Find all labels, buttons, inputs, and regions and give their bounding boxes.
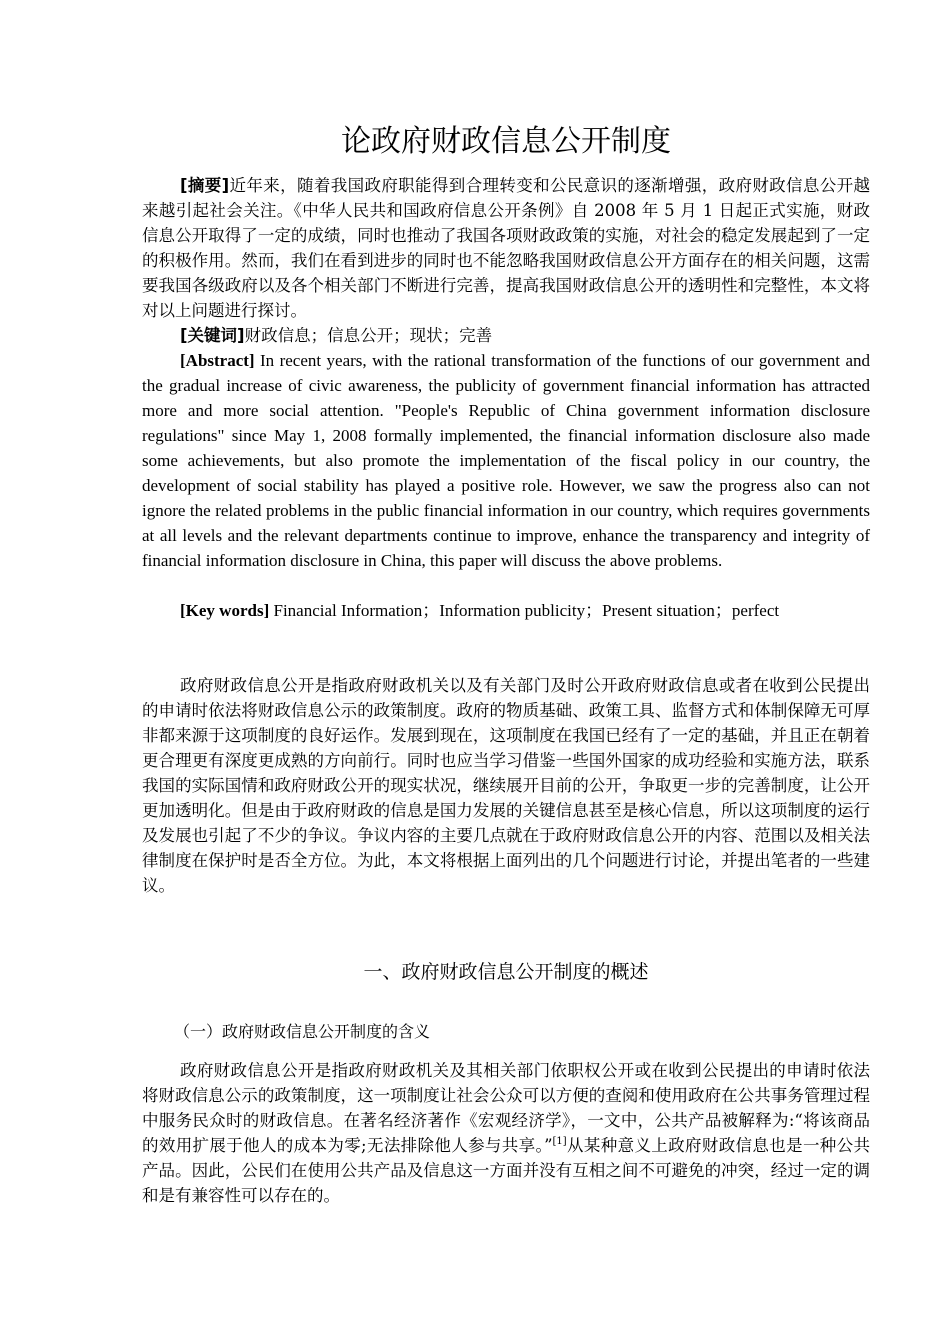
- paper-title: 论政府财政信息公开制度: [341, 124, 671, 159]
- keywords-cn: [142, 323, 870, 348]
- abstract-cn-text: 近年来，随着我国政府职能得到合理转变和公民意识的逐渐增强，政府财政信息公开越来越引起社会关注。《中华人民共和国政府信息公开条例》自 2008 年 5 月 1 日起正式实施，财政信息公开取得了一定的成绩，同时也推动了我国各项财政政策的实施，对社会的稳定发展起到了一定的积极作用。然而，我们在看到进步的同时也不能忽略我国财政信息公开方面存在的相关问题，这需要我国各级政府以及各个相关部门不断进行完善，提高我国财政信息公开的透明性和完整性，本文将对以上问题进行探讨。: [142, 176, 871, 320]
- keywords-en: [142, 598, 870, 623]
- subsection-heading: （一）政府财政信息公开制度的含义: [174, 1022, 431, 1041]
- section-paragraph-text-2: 从某种意义上政府财政信息也是一种公共产品。因此，公民们在使用公共产品及信息这一方面并没有互相之间不可避免的冲突，经过一定的调和是有兼容性可以存在的。: [142, 1136, 870, 1205]
- reference-mark: [1]: [552, 1136, 567, 1147]
- section-paragraph: [142, 1058, 870, 1208]
- abstract-en-text: In recent years, with the rational transformation of the functions of our government and the gradual increase of civic awareness, the publicity of government financial information has attracted more and more social attention. "People's Republic of China government information disclosure regulations" since May 1, 2008 formally implemented, the financial information disclosure also made some achievements, but also promote the implementation of the fiscal policy in our country, the development of social stability has played a positive role. However, we saw the progress also can not ignore the related problems in the public financial information in our country, which requires governments at all levels and the relevant departments continue to improve, enhance the transparency and integrity of financial information disclosure in China, this paper will discuss the above problems.: [142, 351, 870, 570]
- section-paragraph-text-1: 政府财政信息公开是指政府财政机关及其相关部门依职权公开或在收到公民提出的申请时依法将财政信息公示的政策制度，这一项制度让社会公众可以方便的查阅和使用政府在公共事务管理过程中服务民众时的财政信息。在著名经济著作《宏观经济学》，一文中，公共产品被解释为:“将该商品的效用扩展于他人的成本为零;无法排除他人参与共享。”: [142, 1061, 870, 1155]
- abstract-en: [142, 348, 870, 573]
- intro-paragraph: 政府财政信息公开是指政府财政机关以及有关部门及时公开政府财政信息或者在收到公民提出的申请时依法将财政信息公示的政策制度。政府的物质基础、政策工具、监督方式和体制保障无可厚非都来源于这项制度的良好运作。发展到现在，这项制度在我国已经有了一定的基础，并且正在朝着更合理更有深度更成熟的方向前行。同时也应当学习借鉴一些国外国家的成功经验和实施方法，联系我国的实际国情和政府财政公开的现实状况，继续展开目前的公开，争取更一步的完善制度，让公开更加透明化。但是由于政府财政的信息是国力发展的关键信息甚至是核心信息，所以这项制度的运行及发展也引起了不少的争议。争议内容的主要几点就在于政府财政信息公开的内容、范围以及相关法律制度在保护时是否全方位。为此，本文将根据上面列出的几个问题进行讨论，并提出笔者的一些建议。: [142, 676, 870, 895]
- abstract-cn: [142, 173, 870, 323]
- keywords-cn-label: [关键词]: [180, 326, 245, 345]
- abstract-en-label: [Abstract]: [180, 351, 255, 370]
- keywords-en-label: [Key words]: [180, 601, 270, 620]
- keywords-cn-text: 财政信息；信息公开；现状；完善: [244, 326, 493, 345]
- section-heading: 一、政府财政信息公开制度的概述: [363, 961, 649, 983]
- keywords-en-text: Financial Information；Information publicity；Present situation；perfect: [269, 601, 780, 620]
- abstract-cn-label: [摘要]: [180, 176, 230, 195]
